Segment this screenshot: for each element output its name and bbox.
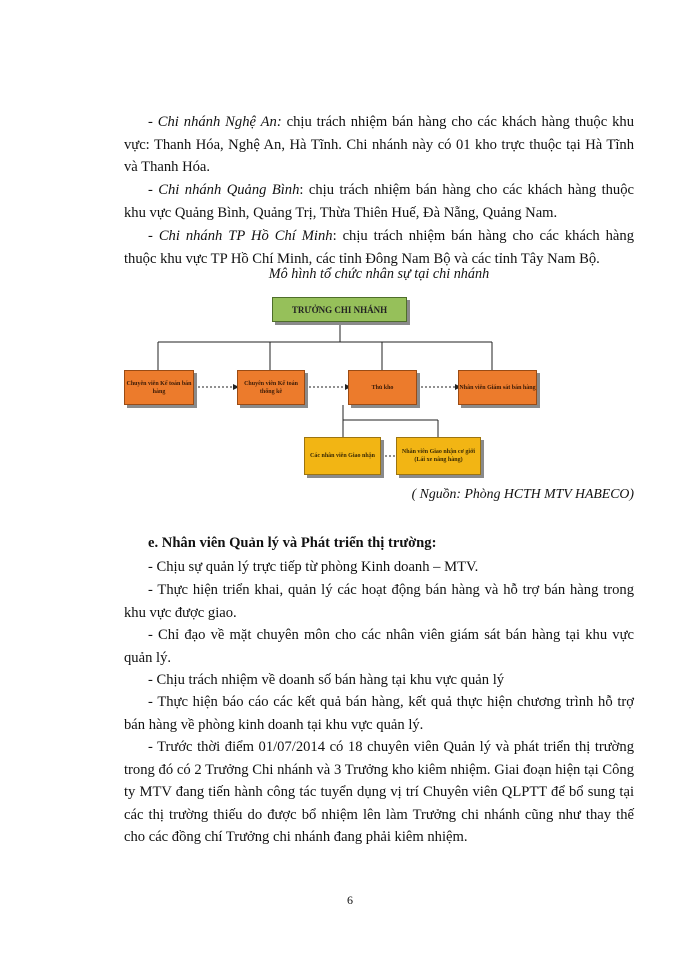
page-number: 6 <box>347 893 353 907</box>
para-lead: - <box>148 114 158 130</box>
bullet-item: - Chỉ đạo về mặt chuyên môn cho các nhân viên giám sát bán hàng tại khu vực quản lý. <box>124 627 634 666</box>
para-text: : chịu trách nhiệm bán hàng cho các khách hàng thuộc khu vực TP Hồ Chí Minh, các tỉnh Đông Nam Bộ và các tỉnh Tây Nam Bộ. <box>124 228 635 267</box>
org-root-truong-chi-nhanh: TRƯỞNG CHI NHÁNH <box>272 297 407 322</box>
bullet-item: - Thực hiện triển khai, quản lý các hoạt động bán hàng và hỗ trợ bán hàng trong khu vực được giao. <box>124 582 634 621</box>
chart-source: ( Nguồn: Phòng HCTH MTV HABECO) <box>411 486 634 501</box>
bullet-item: - Trước thời điểm 01/07/2014 có 18 chuyên viên Quản lý và phát triển thị trường trong đó có 2 Trưởng Chi nhánh và 3 Trưởng kho kiêm nhiệm. Giai đoạn hiện tại Công ty MTV đang tiến hành công tác tuyển dụng vị trí Chuyên viên QLPTT để bổ sung tại các thị trường thiếu do được bổ nhiệm lên làm Trưởng chi nhánh cũng như thay thế cho các đồng chí Trưởng chi nhánh đang phải kiêm nhiệm. <box>124 739 634 845</box>
bullet-item: - Chịu trách nhiệm về doanh số bán hàng tại khu vực quản lý <box>148 672 505 688</box>
bullet-item: - Chịu sự quản lý trực tiếp từ phòng Kinh doanh – MTV. <box>148 559 479 575</box>
section-heading: e. Nhân viên Quản lý và Phát triển thị trường: <box>148 535 437 551</box>
org-ke-toan-thong-ke: Chuyên viên Kế toán thống kê <box>237 370 305 405</box>
branch-label: Chi nhánh TP Hồ Chí Minh <box>158 228 333 244</box>
org-thu-kho: Thủ kho <box>348 370 417 405</box>
chart-caption: Mô hình tổ chức nhân sự tại chi nhánh <box>268 266 490 282</box>
branch-label: Chi nhánh Quảng Bình <box>158 182 300 198</box>
para-text: : chịu trách nhiệm bán hàng cho các khách hàng thuộc khu vực Quảng Bình, Quảng Trị, Thừa Thiên Huế, Đà Nẵng, Quảng Nam. <box>124 182 634 221</box>
para-lead: - <box>148 182 159 198</box>
branch-label: Chi nhánh Nghệ An: <box>157 114 282 130</box>
para-lead: - <box>148 228 159 244</box>
para-text: chịu trách nhiệm bán hàng cho các khách hàng thuộc khu vực: Thanh Hóa, Nghệ An, Hà Tĩnh. Chi nhánh này có 01 kho trực thuộc tại Hà Tĩnh và Thanh Hóa. <box>124 114 634 175</box>
org-ke-toan-ban-hang: Chuyên viên Kế toán bán hàng <box>124 370 194 405</box>
bullet-item: - Thực hiện báo cáo các kết quả bán hàng, kết quả thực hiện chương trình hỗ trợ bán hàng về phòng kinh doanh tại khu vực quản lý. <box>124 694 634 733</box>
org-giao-nhan-co-gioi: Nhân viên Giao nhận cơ giới (Lái xe nâng hàng) <box>396 437 481 475</box>
org-giao-nhan: Các nhân viên Giao nhận <box>304 437 381 475</box>
org-giam-sat-ban-hang: Nhân viên Giám sát bán hàng <box>458 370 537 405</box>
